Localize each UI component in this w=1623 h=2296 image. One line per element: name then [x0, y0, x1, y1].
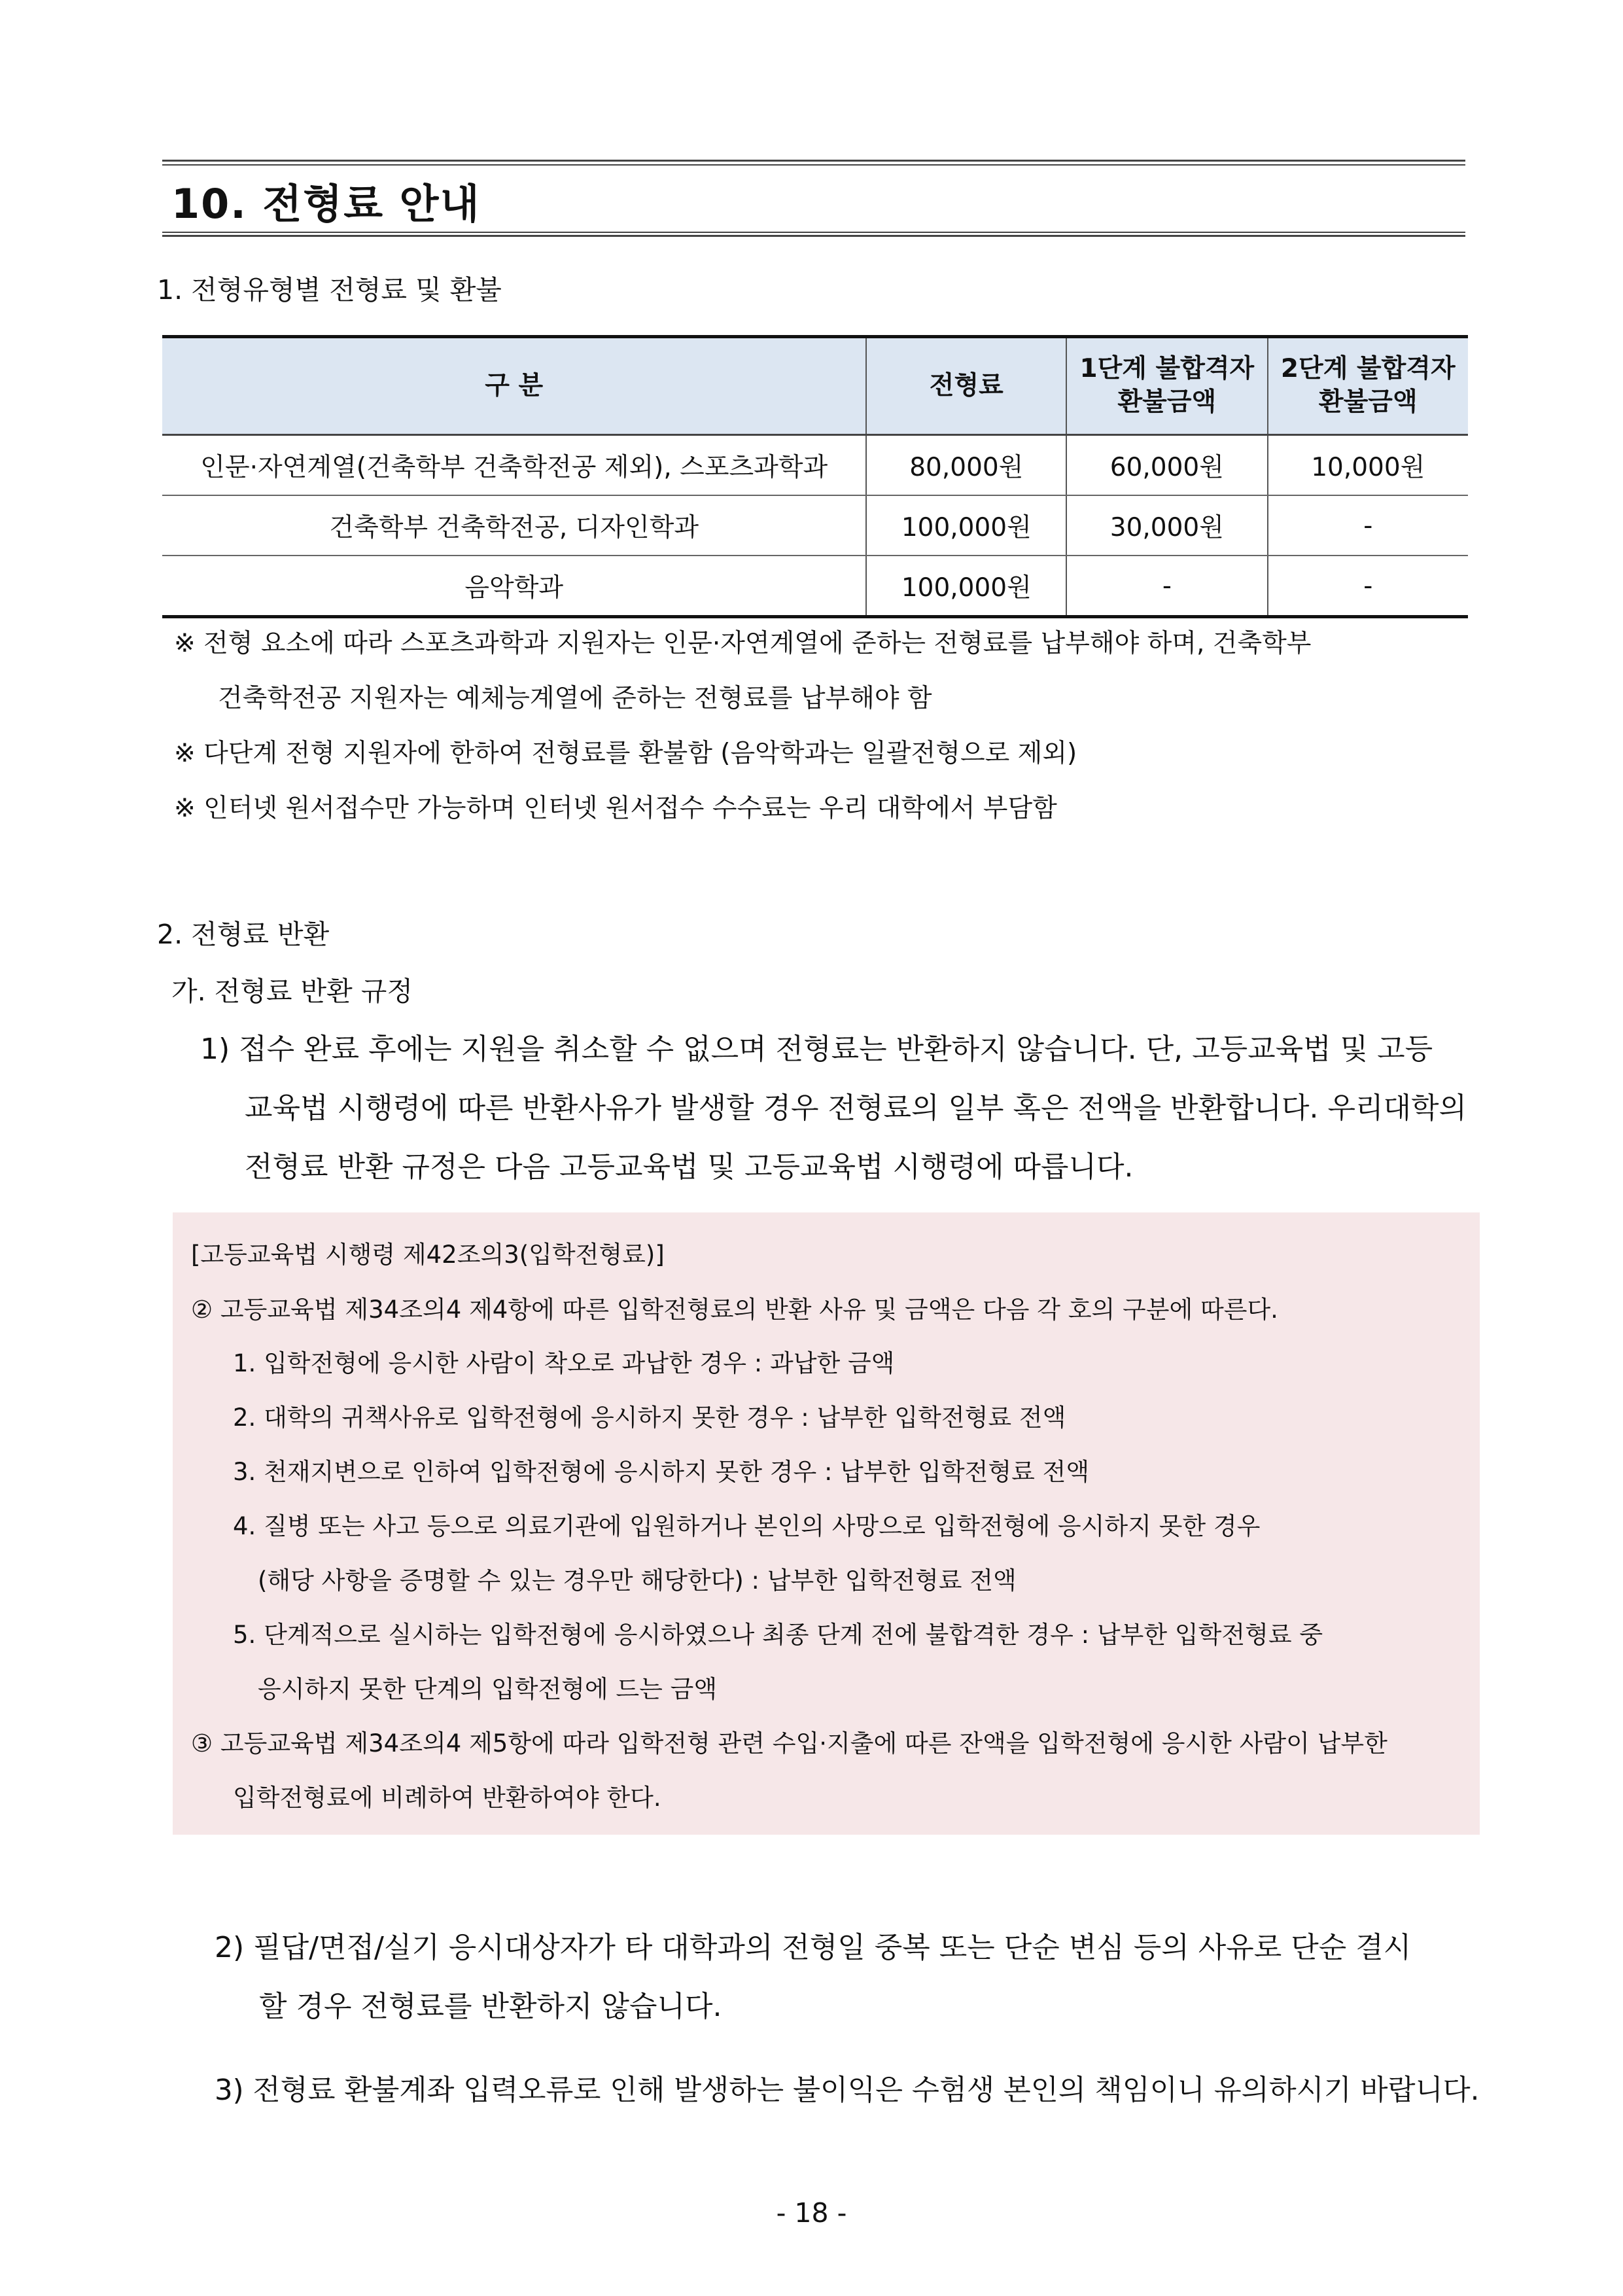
header-fee: 전형료: [866, 337, 1066, 435]
cell-category: 음악학과: [162, 556, 866, 617]
cell-refund1: 30,000원: [1066, 495, 1267, 556]
law-item-3: 3. 천재지변으로 인하여 입학전형에 응시하지 못한 경우 : 납부한 입학전형료 전액: [233, 1458, 1090, 1486]
cell-category: 인문·자연계열(건축학부 건축학전공 제외), 스포츠과학과: [162, 435, 866, 496]
cell-refund2: -: [1268, 495, 1468, 556]
law-paragraph-2: ② 고등교육법 제34조의4 제4항에 따른 입학전형료의 반환 사유 및 금액은 다음 각 호의 구분에 따른다.: [191, 1296, 1278, 1324]
page-title: 10. 전형료 안내: [171, 180, 481, 228]
header-refund2: [1268, 337, 1468, 435]
law-item-1: 1. 입학전형에 응시한 사람이 착오로 과납한 경우 : 과납한 금액: [233, 1349, 895, 1377]
law-box-title: [고등교육법 시행령 제42조의3(입학전형료)]: [191, 1241, 665, 1269]
section2-subheading: 가. 전형료 반환 규정: [171, 976, 413, 1007]
law-excerpt-box: [173, 1212, 1480, 1835]
cell-refund1: -: [1066, 556, 1267, 617]
law-item-4-line1: 4. 질병 또는 사고 등으로 의료기관에 입원하거나 본인의 사망으로 입학전형에 응시하지 못한 경우: [233, 1512, 1261, 1540]
section1-heading: 1. 전형유형별 전형료 및 환불: [157, 274, 502, 306]
section2-heading: 2. 전형료 반환: [157, 919, 330, 950]
law-paragraph-3-line2: 입학전형료에 비례하여 반환하여야 한다.: [233, 1784, 661, 1812]
cell-refund1: 60,000원: [1066, 435, 1267, 496]
title-rule-bottom-thin: [162, 232, 1465, 233]
item3: 3) 전형료 환불계좌 입력오류로 인해 발생하는 불이익은 수험생 본인의 책임이니 유의하시기 바랍니다.: [215, 2074, 1480, 2107]
cell-refund2: -: [1268, 556, 1468, 617]
fee-table: [162, 335, 1468, 618]
law-item-5-line1: 5. 단계적으로 실시하는 입학전형에 응시하였으나 최종 단계 전에 불합격한 경우 : 납부한 입학전형료 중: [233, 1621, 1323, 1649]
page-number: - 18 -: [776, 2197, 847, 2229]
note-2: ※ 다단계 전형 지원자에 한하여 전형료를 환불함 (음악학과는 일괄전형으로 제외): [174, 739, 1077, 768]
law-item-2: 2. 대학의 귀책사유로 입학전형에 응시하지 못한 경우 : 납부한 입학전형료 전액: [233, 1404, 1066, 1432]
law-item-4-line2: (해당 사항을 증명할 수 있는 경우만 해당한다) : 납부한 입학전형료 전액: [258, 1566, 1017, 1595]
header-refund1-line2: 환불금액: [1117, 387, 1217, 417]
table-row: [162, 556, 1468, 617]
title-rule-bottom: [162, 235, 1465, 237]
table-row: [162, 435, 1468, 496]
item2-line1: 2) 필답/면접/실기 응시대상자가 타 대학과의 전형일 중복 또는 단순 변심 등의 사유로 단순 결시: [215, 1931, 1412, 1964]
cell-category: 건축학부 건축학전공, 디자인학과: [162, 495, 866, 556]
note-1-line2: 건축학전공 지원자는 예체능계열에 준하는 전형료를 납부해야 함: [218, 684, 932, 713]
header-refund2-line1: 2단계 불합격자: [1280, 354, 1456, 384]
table-header-row: [162, 337, 1468, 435]
cell-fee: 100,000원: [866, 495, 1066, 556]
cell-fee: 100,000원: [866, 556, 1066, 617]
cell-refund2: 10,000원: [1268, 435, 1468, 496]
note-3: ※ 인터넷 원서접수만 가능하며 인터넷 원서접수 수수료는 우리 대학에서 부담함: [174, 794, 1057, 823]
title-rule-top-thin: [162, 164, 1465, 166]
item2-line2: 할 경우 전형료를 반환하지 않습니다.: [259, 1990, 722, 2023]
item1-line1: 1) 접수 완료 후에는 지원을 취소할 수 없으며 전형료는 반환하지 않습니다. 단, 고등교육법 및 고등: [200, 1033, 1433, 1066]
table-row: [162, 495, 1468, 556]
law-paragraph-3-line1: ③ 고등교육법 제34조의4 제5항에 따라 입학전형 관련 수입·지출에 따른 잔액을 입학전형에 응시한 사람이 납부한: [191, 1729, 1387, 1757]
item1-line3: 전형료 반환 규정은 다음 고등교육법 및 고등교육법 시행령에 따릅니다.: [245, 1150, 1134, 1184]
item1-line2: 교육법 시행령에 따른 반환사유가 발생할 경우 전형료의 일부 혹은 전액을 반환합니다. 우리대학의: [245, 1091, 1467, 1125]
title-rule-top: [162, 160, 1465, 162]
header-refund2-line2: 환불금액: [1318, 387, 1418, 417]
law-item-5-line2: 응시하지 못한 단계의 입학전형에 드는 금액: [258, 1675, 718, 1703]
cell-fee: 80,000원: [866, 435, 1066, 496]
header-refund1: [1066, 337, 1267, 435]
header-refund1-line1: 1단계 불합격자: [1079, 354, 1255, 384]
note-1-line1: ※ 전형 요소에 따라 스포츠과학과 지원자는 인문·자연계열에 준하는 전형료를 납부해야 하며, 건축학부: [174, 629, 1312, 658]
header-category: 구 분: [162, 337, 866, 435]
